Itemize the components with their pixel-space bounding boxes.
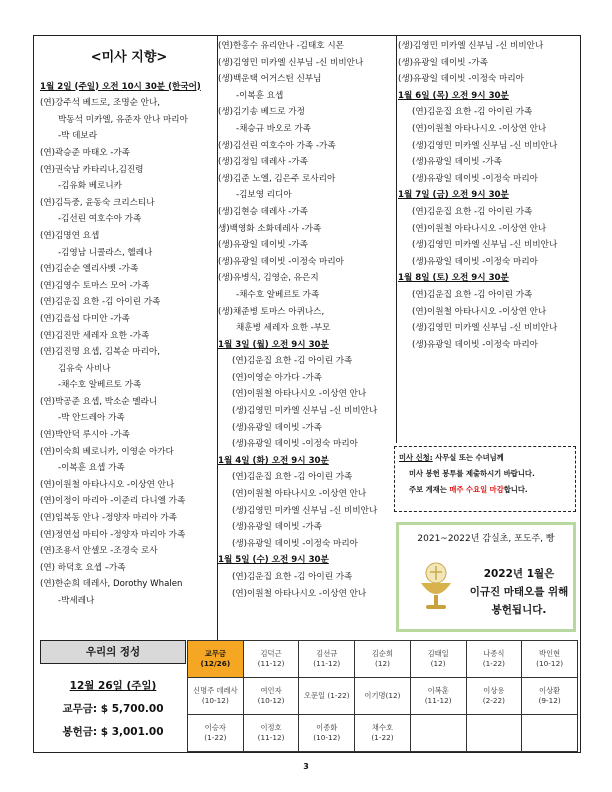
- intention-line: (연)김운집 요한 -김 아이린 가족: [412, 289, 533, 300]
- donor-name: 이종화: [316, 723, 338, 732]
- intention-line: (생)김현승 데레사 -가족: [218, 206, 308, 217]
- intention-line: (생)채준병 토마스 아퀴나스,: [218, 306, 325, 317]
- donor-cell: [522, 715, 578, 752]
- donor-cell: [299, 678, 355, 715]
- intention-line: (연)김운집 요한 -김 아이린 가족: [232, 572, 353, 582]
- intention-line: (생)김영민 미카엘 신부님 -신 비비안나: [232, 406, 378, 417]
- donor-period: (10-12): [313, 733, 341, 742]
- intention-line: (연)김득중, 윤동숙 크리스티나: [40, 197, 155, 208]
- intention-line: (연)김을섭 다미안 -가족: [40, 313, 130, 324]
- donor-name: 여인자: [260, 686, 282, 695]
- intention-line: (생)유광일 데이빗 -이정숙 마리아: [218, 256, 344, 267]
- intention-line: (생)유광일 데이빗 -가족: [218, 240, 308, 251]
- donor-name: 나종식: [483, 649, 505, 658]
- donor-cell: [188, 641, 244, 678]
- donor-cell: [410, 678, 466, 715]
- intention-line: (연)이원철 아타나시오 -이상연 안나: [232, 389, 367, 400]
- intention-line: (연)이원철 아타나시오 -이상연 안나: [412, 306, 547, 317]
- donor-cell: [299, 715, 355, 752]
- intention-line: (연)강주석 베드로, 조명순 안나,: [40, 98, 160, 109]
- gift-amount: $ 3,001.00: [100, 726, 164, 738]
- promo-heading: 2021~2022년 감실초, 포도주, 빵: [417, 534, 555, 544]
- intention-line: (연)이정이 마리아 -이준리 다니엘 가족: [40, 496, 186, 507]
- intention-line: (생)유광일 데이빗 -이정숙 마리아: [412, 173, 538, 184]
- intention-line: (연)이숙희 베로니카, 이영순 아가다: [40, 446, 174, 457]
- donor-period: (10-12): [201, 696, 229, 705]
- intention-line: -채수호 알베르토 가족: [58, 380, 142, 391]
- intention-line: (연)조용서 안셀모 -조경숙 로사: [40, 546, 158, 557]
- donor-period: (11-12): [313, 659, 341, 668]
- donor-name: 김덕근: [260, 649, 282, 658]
- donor-name: 이승자: [204, 723, 226, 732]
- donor-cell: [355, 641, 411, 678]
- donor-name: 오문일 (1-22): [303, 691, 350, 700]
- intention-line: (생)유광일 데이빗 -가족: [232, 422, 322, 433]
- donor-period: (11-12): [424, 696, 452, 705]
- donor-cell: [243, 715, 299, 752]
- intention-line: (연)임복동 안나 -정양자 마리아 가족: [40, 513, 177, 524]
- donor-period: (12): [374, 659, 390, 668]
- donor-cell: [466, 641, 522, 678]
- offering-date: 12월 26일 (주일): [69, 680, 157, 692]
- donor-name: 교무금: [204, 649, 226, 658]
- intention-line: (생)김영민 미카엘 신부님 -신 비비안나: [412, 140, 558, 151]
- section-title: <미사 지향>: [90, 50, 168, 65]
- donor-name: 김순희: [371, 649, 394, 658]
- donor-period: (2-22): [482, 696, 505, 705]
- donor-name: 이상용: [483, 686, 505, 695]
- intention-line: (생)김영민 미카엘 신부님 -신 비비안나: [412, 240, 558, 251]
- intention-line: (연) 하덕호 요셉 –가족: [40, 562, 126, 573]
- donor-name: 이기명(12): [364, 691, 401, 700]
- intention-line: (생)백운택 어거스틴 신부님: [218, 74, 322, 85]
- intention-line: (연)이원철 아타나시오 -이상연 안나: [232, 588, 367, 599]
- intention-line: (연)김영수 토마스 모어 -가족: [40, 280, 150, 291]
- donor-cell: [243, 641, 299, 678]
- intention-line: (생)김정임 데레사 -가족: [218, 157, 308, 168]
- intention-line: (연)한홍수 유리안나 -김태호 시몬: [218, 41, 344, 51]
- mass-time-heading: 1월 4일 (화) 오전 9시 30분: [218, 455, 329, 466]
- intention-line: -박 안드레아 가족: [58, 413, 125, 424]
- intention-line: (연)박안덕 루시아 -가족: [40, 430, 130, 441]
- donor-table: [187, 640, 578, 752]
- intention-line: (연)김명연 요셉: [40, 230, 100, 241]
- intention-line: (연)김운집 요한 -김 아이린 가족: [412, 206, 533, 217]
- intention-line: (생)김영민 미카엘 신부님 -신 비비안나: [412, 323, 558, 334]
- intention-line: (연)김진만 세레자 요한 -가족: [40, 330, 150, 341]
- column-divider: [396, 35, 397, 443]
- intention-line: (연)정연섭 마티아 -정양자 마리아 가족: [40, 529, 186, 540]
- mass-time-heading: 1월 6일 (목) 오전 9시 30분: [398, 90, 509, 101]
- mass-time-heading: 1월 2일 (주일) 오전 10시 30분 (한국어): [40, 81, 201, 92]
- intention-line: (생)김기송 베드로 가정: [218, 107, 305, 118]
- donor-name: 채수호: [371, 723, 394, 732]
- intention-line: 박동석 미카엘, 유준자 안나 마리아: [58, 114, 188, 125]
- mass-intentions-column-2: [218, 38, 396, 602]
- gift-row: 봉헌금: $ 3,001.00: [62, 726, 164, 738]
- intention-line: (연)김운집 요한 -김 아이린 가족: [40, 297, 161, 308]
- intention-line: (연)박공준 요셉, 박소순 멜라니: [40, 396, 158, 407]
- donor-cell: [466, 715, 522, 752]
- intention-line: (연)권숙남 카타리나,김진령: [40, 164, 144, 175]
- intention-line: (생)유광일 데이빗 -이정숙 마리아: [412, 339, 538, 350]
- donor-name: 이복훈: [427, 686, 449, 695]
- mass-time-heading: 1월 5일 (수) 오전 9시 30분: [218, 555, 329, 566]
- intention-line: (생)유광일 데이빗 -가족: [412, 157, 502, 168]
- intention-line: -이복훈 요셉: [236, 90, 284, 101]
- table-row: [188, 641, 578, 678]
- intention-line: (생)김준 노엘, 김은주 로사리아: [218, 173, 336, 184]
- intention-line: 생)백영화 소화데레사 -가족: [218, 223, 322, 234]
- intention-line: (연)김진명 요셉, 김복순 마리아,: [40, 347, 160, 358]
- offering-summary: [40, 640, 186, 748]
- intention-line: (연)김운집 요한 -김 아이린 가족: [232, 472, 353, 483]
- offering-title: 우리의 정성: [40, 640, 186, 664]
- notice-label: 미사 신청:: [399, 453, 433, 462]
- donor-cell: [466, 678, 522, 715]
- donor-name: 김태일: [427, 649, 449, 658]
- intention-line: (연)이원철 아타나시오 -이상연 안나: [40, 479, 175, 490]
- donor-period: (11-12): [257, 659, 285, 668]
- donor-cell: [188, 678, 244, 715]
- intention-line: (연)이영순 아가다 -가족: [232, 372, 322, 383]
- intention-line: (생)김영민 미카엘 신부님 -신 비비안나: [232, 505, 378, 516]
- mass-intentions-column-1: [40, 42, 218, 610]
- donor-period: (1-22): [371, 733, 394, 742]
- donor-period: (10-12): [536, 659, 564, 668]
- intention-line: (생)김선린 여호수아 가족 -가족: [218, 140, 336, 151]
- intention-line: (생)유광일 데이빗 -이정숙 마리아: [398, 74, 524, 85]
- notice-line-2: 미사 봉헌 봉투를 제출하시기 바랍니다.: [409, 469, 535, 478]
- intention-line: -채승규 바오로 가족: [236, 123, 311, 134]
- intention-line: (생)유광일 데이빗 -이정숙 마리아: [232, 538, 358, 549]
- intention-line: (연)이원철 아타나시오 -이상연 안나: [412, 123, 547, 134]
- intention-line: (연)김운집 요한 -김 아이린 가족: [412, 107, 533, 118]
- donor-name: 이정호: [260, 723, 282, 732]
- school-fee-amount: $ 5,700.00: [100, 703, 164, 715]
- table-row: [188, 715, 578, 752]
- intention-line: (생)김영민 미카엘 신부님 -신 비비안나: [398, 41, 544, 51]
- intention-line: -김유화 베로니카: [58, 181, 122, 192]
- donor-name: 신명주 데레사: [193, 686, 238, 695]
- intention-line: (생)유광일 데이빗 -이정숙 마리아: [412, 256, 538, 267]
- mass-intentions-column-3: [398, 38, 578, 353]
- intention-line: -채수호 알베르토 가족: [236, 289, 320, 300]
- intention-line: -김보영 리디아: [236, 190, 292, 201]
- donor-cell: [299, 641, 355, 678]
- intention-line: -이복훈 요셉 가족: [58, 463, 125, 474]
- intention-line: -박세레나: [58, 596, 95, 606]
- page-number: 3: [303, 762, 309, 771]
- deadline-text: 매주 수요일 마감: [449, 485, 504, 494]
- intention-line: (생)김영민 미카엘 신부님 -신 비비안나: [218, 57, 364, 68]
- donor-cell: [410, 641, 466, 678]
- intention-line: (생)유광일 데이빗 -가족: [232, 522, 322, 533]
- chalice-host-icon: [413, 561, 459, 611]
- altar-offering-box: [396, 522, 576, 632]
- donor-period: (11-12): [257, 733, 285, 742]
- intention-line: (연)이원철 아타나시오 -이상연 안나: [232, 489, 367, 500]
- donor-cell: [188, 715, 244, 752]
- donor-cell: [522, 641, 578, 678]
- intention-line: 채훈병 세레자 요한 -부모: [236, 323, 331, 334]
- notice-line-1: 사무실 또는 수녀님께: [432, 453, 504, 462]
- donor-period: (10-12): [257, 696, 285, 705]
- donor-period: (1-22): [204, 733, 227, 742]
- intention-line: 김유숙 사비나: [58, 363, 111, 374]
- school-fee-row: 교무금: $ 5,700.00: [62, 703, 164, 715]
- donor-period: (9-12): [538, 696, 561, 705]
- donor-cell: [243, 678, 299, 715]
- donor-period: (12/26): [200, 659, 231, 668]
- intention-line: (연)김운집 요한 -김 아이린 가족: [232, 356, 353, 367]
- donor-period: (12): [430, 659, 446, 668]
- intention-line: (연)이원철 아타나시오 -이상연 안나: [412, 223, 547, 234]
- intention-line: (연)김순순 엘리사벳 -가족: [40, 264, 139, 275]
- donor-cell: [410, 715, 466, 752]
- donor-name: 박인현: [539, 649, 561, 658]
- donor-period: (1-22): [482, 659, 505, 668]
- intention-line: (생)유병식, 김영순, 유은지: [218, 273, 319, 284]
- intention-line: (생)유광일 데이빗 -가족: [398, 57, 488, 68]
- intention-line: -김선린 여호수아 가족: [58, 214, 142, 225]
- mass-time-heading: 1월 7일 (금) 오전 9시 30분: [398, 190, 509, 201]
- intention-line: (연)한순희 데레사, Dorothy Whalen: [40, 579, 183, 590]
- table-row: [188, 678, 578, 715]
- donor-name: 이상환: [539, 686, 561, 695]
- intention-line: (생)유광일 데이빗 -이정숙 마리아: [232, 439, 358, 450]
- mass-time-heading: 1월 3일 (월) 오전 9시 30분: [218, 339, 329, 350]
- donor-cell: [355, 678, 411, 715]
- donor-name: 김선규: [316, 649, 338, 658]
- donor-cell: [355, 715, 411, 752]
- promo-body: 2022년 1월은 이규진 마태오를 위해 봉헌됩니다.: [469, 568, 569, 616]
- intention-line: -김영남 니콜라스, 헬레나: [58, 247, 153, 258]
- mass-request-notice: [394, 446, 576, 512]
- intention-line: -박 데보라: [58, 131, 98, 142]
- notice-line-3: 주보 게재는 매주 수요일 마감합니다.: [409, 485, 528, 494]
- mass-time-heading: 1월 8일 (토) 오전 9시 30분: [398, 273, 509, 284]
- donor-cell: [522, 678, 578, 715]
- intention-line: (연)곽승준 마태오 -가족: [40, 147, 130, 158]
